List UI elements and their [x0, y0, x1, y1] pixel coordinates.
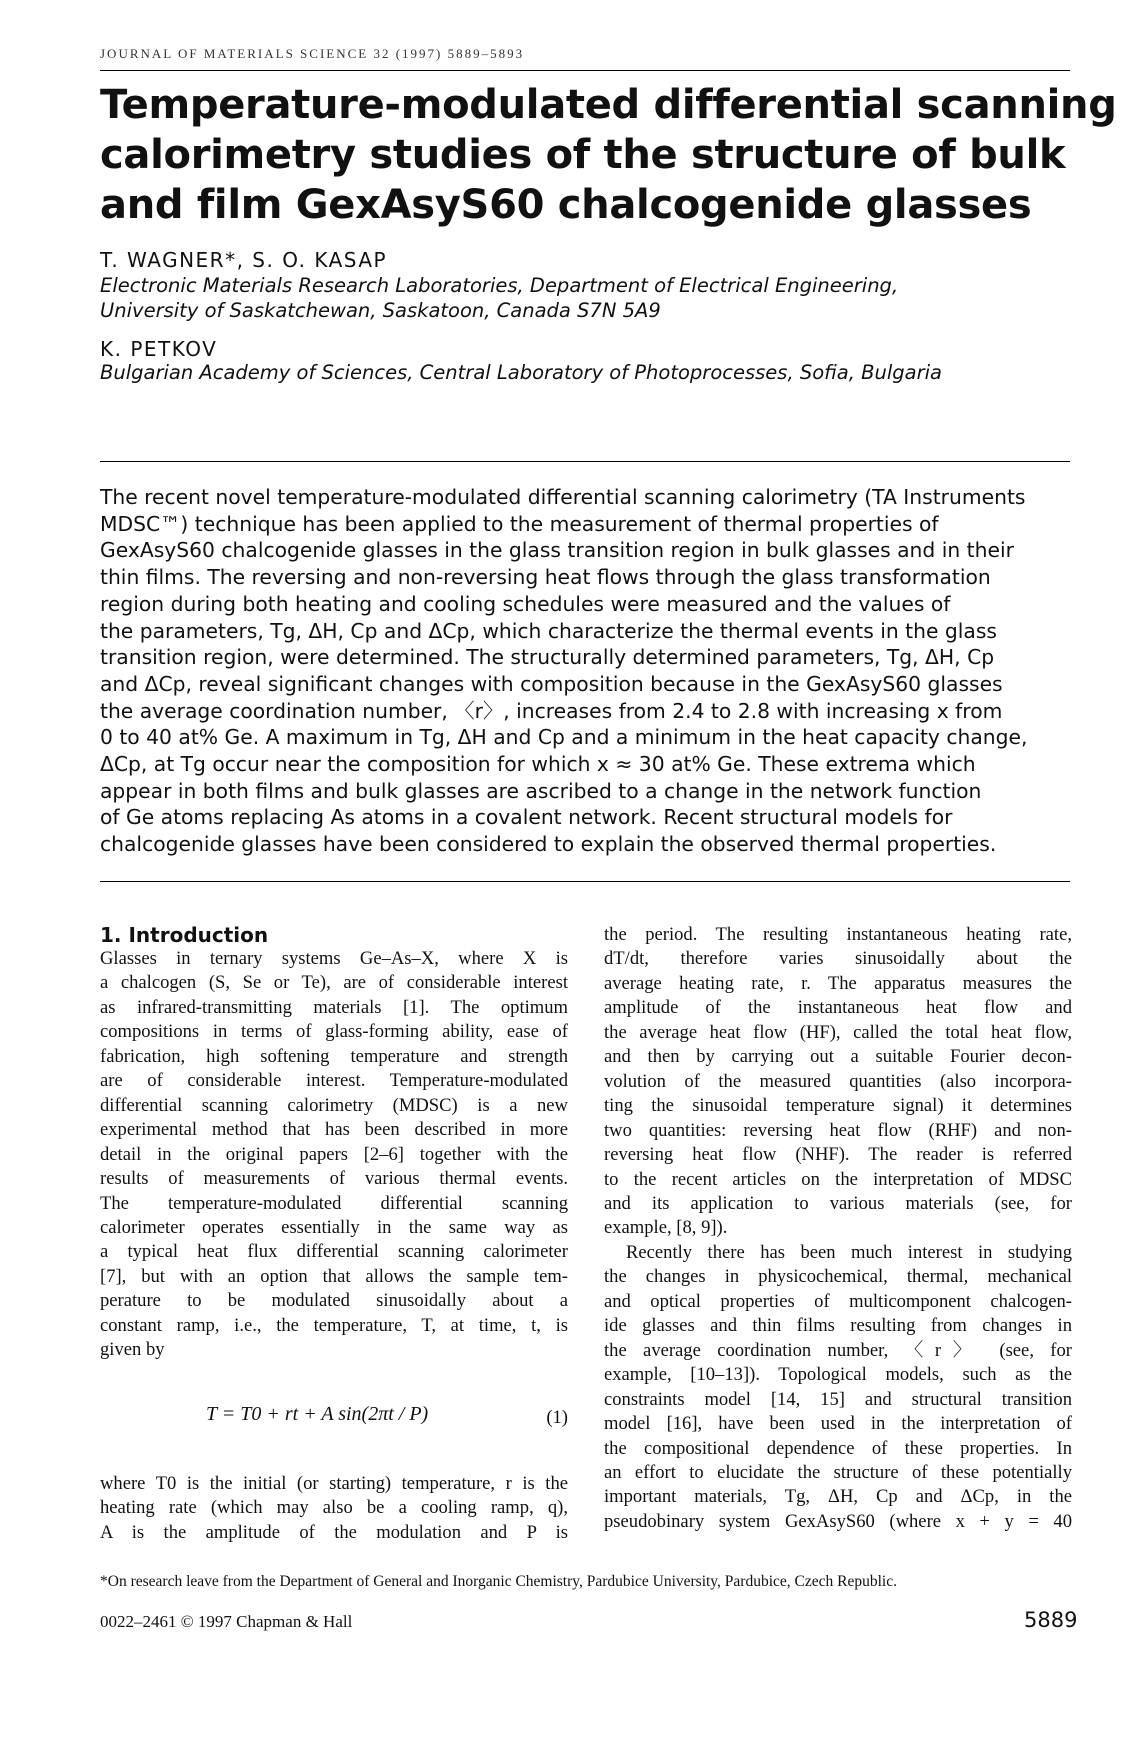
- abstract-line: the average coordination number, 〈r〉, increases from 2.4 to 2.8 with increasing x from: [100, 698, 1003, 723]
- body-line: heating rate (which may also be a cooling ramp, q),: [100, 1497, 568, 1519]
- body-line: pseudobinary system GexAsyS60 (where x + y = 40: [604, 1510, 1072, 1532]
- body-line: to the recent articles on the interpretation of MDSC: [604, 1168, 1072, 1190]
- body-line: dT/dt, therefore varies sinusoidally about the: [604, 948, 1072, 970]
- body-line: example, [10–13]). Topological models, such as the: [604, 1364, 1072, 1386]
- affiliation-line: Bulgarian Academy of Sciences, Central Laboratory of Photoprocesses, Sofia, Bulgaria: [100, 361, 942, 384]
- body-line: as infrared-transmitting materials [1]. The optimum: [100, 996, 568, 1018]
- body-line: an effort to elucidate the structure of these potentially: [604, 1461, 1072, 1483]
- body-line: experimental method that has been described in more: [100, 1119, 568, 1141]
- body-line: a typical heat flux differential scanning calorimeter: [100, 1241, 568, 1263]
- title-line: Temperature-modulated differential scanning: [100, 82, 1117, 128]
- body-line: the changes in physicochemical, thermal, mechanical: [604, 1266, 1072, 1288]
- author-affiliation: [100, 273, 898, 323]
- body-line: compositions in terms of glass-forming ability, ease of: [100, 1021, 568, 1043]
- equation-1: [206, 1389, 568, 1453]
- abstract-bottom-rule: [100, 881, 1070, 882]
- affiliation-line: University of Saskatchewan, Saskatoon, Canada S7N 5A9: [100, 299, 661, 322]
- author-names: T. WAGNER*, S. O. KASAP: [100, 248, 388, 272]
- body-line: the compositional dependence of these properties. In: [604, 1437, 1072, 1459]
- body-line: two quantities: reversing heat flow (RHF) and non-: [604, 1119, 1072, 1141]
- body-line: and optical properties of multicomponent chalcogen-: [604, 1290, 1072, 1312]
- body-line: detail in the original papers [2–6] together with the: [100, 1143, 568, 1165]
- equation-body: T = T0 + rt + A sin(2πt / P): [206, 1403, 429, 1425]
- body-line: a chalcogen (S, Se or Te), are of considerable interest: [100, 972, 568, 994]
- abstract-line: The recent novel temperature-modulated differential scanning calorimetry (TA Instruments: [100, 485, 1026, 509]
- abstract-top-rule: [100, 461, 1070, 462]
- abstract-line: 0 to 40 at% Ge. A maximum in Tg, ΔH and Cp and a minimum in the heat capacity change,: [100, 725, 1028, 750]
- journal-header: JOURNAL OF MATERIALS SCIENCE 32 (1997) 5889–5893: [100, 46, 525, 61]
- abstract: [100, 484, 1075, 858]
- abstract-line: ΔCp, at Tg occur near the composition for which x ≈ 30 at% Ge. These extrema which: [100, 752, 976, 777]
- body-line: perature to be modulated sinusoidally about a: [100, 1290, 568, 1312]
- body-line: the period. The resulting instantaneous heating rate,: [604, 924, 1072, 945]
- body-line: constraints model [14, 15] and structural transition: [604, 1388, 1072, 1410]
- left-column: [100, 923, 568, 1363]
- body-line: results of measurements of various thermal events.: [100, 1168, 568, 1190]
- body-line: where T0 is the initial (or starting) temperature, r is the: [100, 1473, 568, 1494]
- body-line: important materials, Tg, ΔH, Cp and ΔCp, in the: [604, 1486, 1072, 1508]
- abstract-line: MDSC™) technique has been applied to the measurement of thermal properties of: [100, 511, 939, 536]
- section-heading: 1. Introduction: [100, 923, 269, 947]
- footnote: *On research leave from the Department of General and Inorganic Chemistry, Pardubice University, Pardubice, Czech Republic.: [100, 1573, 897, 1590]
- author-affiliation: [100, 360, 942, 385]
- abstract-line: of Ge atoms replacing As atoms in a covalent network. Recent structural models for: [100, 805, 953, 830]
- body-line: Glasses in ternary systems Ge–As–X, where X is: [100, 948, 568, 969]
- body-line: Recently there has been much interest in studying: [626, 1241, 1072, 1263]
- body-line: amplitude of the instantaneous heat flow and: [604, 997, 1072, 1019]
- header-rule: [100, 70, 1070, 71]
- abstract-line: appear in both films and bulk glasses are ascribed to a change in the network function: [100, 778, 982, 803]
- article-title: [100, 80, 1117, 230]
- body-line: The temperature-modulated differential scanning: [100, 1192, 568, 1214]
- affiliation-line: Electronic Materials Research Laboratories, Department of Electrical Engineering,: [100, 274, 899, 297]
- body-line: the average heat flow (HF), called the total heat flow,: [604, 1021, 1072, 1043]
- abstract-line: chalcogenide glasses have been considered to explain the observed thermal properties.: [100, 832, 997, 857]
- body-line: fabrication, high softening temperature and strength: [100, 1045, 568, 1067]
- body-line: ide glasses and thin films resulting from changes in: [604, 1315, 1072, 1337]
- title-line: and film GexAsyS60 chalcogenide glasses: [100, 182, 1032, 228]
- body-line: [7], but with an option that allows the sample tem-: [100, 1265, 568, 1287]
- body-line: volution of the measured quantities (also incorpora-: [604, 1070, 1072, 1092]
- page-number: 5889: [1024, 1608, 1078, 1632]
- body-line: example, [8, 9]).: [604, 1217, 728, 1239]
- body-line: are of considerable interest. Temperature-modulated: [100, 1070, 568, 1092]
- body-line: ting the sinusoidal temperature signal) it determines: [604, 1095, 1072, 1117]
- body-line: and its application to various materials (see, for: [604, 1192, 1072, 1214]
- issn-copyright: 0022–2461 © 1997 Chapman & Hall: [100, 1612, 353, 1631]
- body-line: reversing heat flow (NHF). The reader is referred: [604, 1144, 1072, 1166]
- left-column-continued: [100, 1472, 568, 1545]
- abstract-line: thin films. The reversing and non-reversing heat flows through the glass transformation: [100, 565, 991, 590]
- body-line: differential scanning calorimetry (MDSC) is a new: [100, 1094, 568, 1116]
- equation-number: (1): [546, 1407, 568, 1428]
- body-line: A is the amplitude of the modulation and P is: [100, 1521, 568, 1543]
- body-line: model [16], have been used in the interpretation of: [604, 1413, 1072, 1435]
- abstract-line: region during both heating and cooling schedules were measured and the values of: [100, 591, 951, 616]
- body-line: given by: [100, 1339, 165, 1361]
- author-names: K. PETKOV: [100, 337, 218, 361]
- body-line: and then by carrying out a suitable Fourier decon-: [604, 1046, 1072, 1068]
- abstract-line: and ΔCp, reveal significant changes with composition because in the GexAsyS60 glasses: [100, 671, 1003, 696]
- body-line: constant ramp, i.e., the temperature, T, at time, t, is: [100, 1314, 568, 1336]
- body-line: average heating rate, r. The apparatus measures the: [604, 972, 1072, 994]
- abstract-line: GexAsyS60 chalcogenide glasses in the glass transition region in bulk glasses and in their: [100, 538, 1014, 563]
- title-line: calorimetry studies of the structure of bulk: [100, 132, 1066, 178]
- abstract-line: the parameters, Tg, ΔH, Cp and ΔCp, which characterize the thermal events in the glass: [100, 618, 997, 643]
- abstract-line: transition region, were determined. The structurally determined parameters, Tg, ΔH, Cp: [100, 645, 995, 670]
- body-line: calorimeter operates essentially in the same way as: [100, 1216, 568, 1238]
- right-column: [604, 923, 1072, 1534]
- body-line: the average coordination number, 〈r〉 (see, for: [604, 1339, 1072, 1361]
